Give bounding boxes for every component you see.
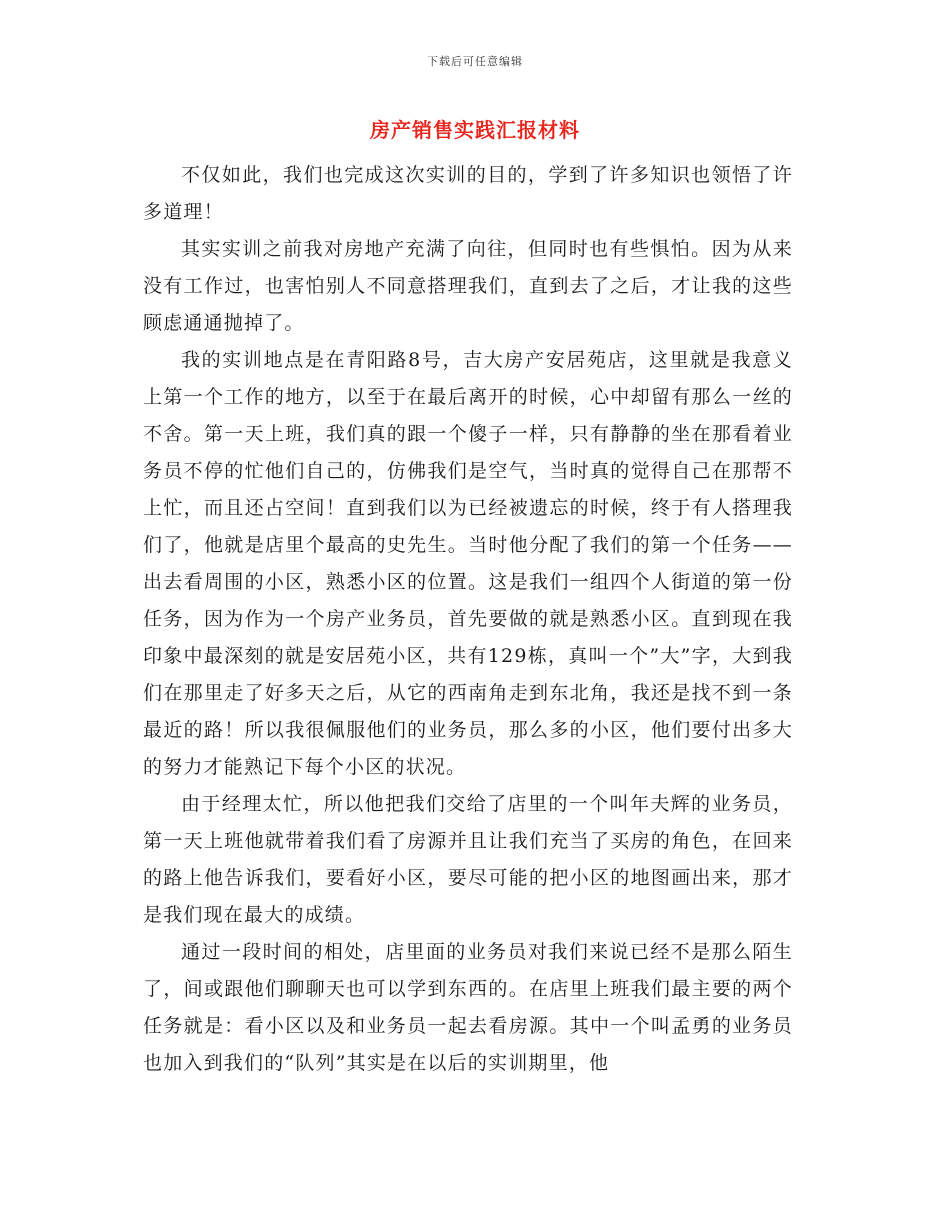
paragraph-4: 由于经理太忙，所以他把我们交给了店里的一个叫年夫辉的业务员，第一天上班他就带着我们看了房源并且让我们充当了买房的角色，在回来的路上他告诉我们，要看好小区，要尽可能的把小区的地图画出来，那才是我们现在最大的成绩。 xyxy=(143,793,793,926)
paragraph-1: 不仅如此，我们也完成这次实训的目的，学到了许多知识也领悟了许多道理！ xyxy=(143,164,793,223)
header-note: 下载后可任意编辑 xyxy=(427,55,523,68)
paragraph-5: 通过一段时间的相处，店里面的业务员对我们来说已经不是那么陌生了，间或跟他们聊聊天也可以学到东西的。在店里上班我们最主要的两个任务就是：看小区以及和业务员一起去看房源。其中一个叫孟勇的业务员也加入到我们的“队列”其实是在以后的实训期里，他 xyxy=(143,941,793,1074)
paragraph-3: 我的实训地点是在青阳路8号，吉大房产安居苑店，这里就是我意义上第一个工作的地方，以至于在最后离开的时候，心中却留有那么一丝的不舍。第一天上班，我们真的跟一个傻子一样，只有静静的坐在那看着业务员不停的忙他们自己的，仿佛我们是空气，当时真的觉得自己在那帮不上忙，而且还占空间！直到我们以为已经被遗忘的时候，终于有人搭理我们了，他就是店里个最高的史先生。当时他分配了我们的第一个任务——出去看周围的小区，熟悉小区的位置。这是我们一组四个人街道的第一份任务，因为作为一个房产业务员，首先要做的就是熟悉小区。直到现在我印象中最深刻的就是安居苑小区，共有129栋，真叫一个”大”字，大到我们在那里走了好多天之后，从它的西南角走到东北角，我还是找不到一条最近的路！所以我很佩服他们的业务员，那么多的小区，他们要付出多大的努力才能熟记下每个小区的状况。 xyxy=(143,349,793,778)
paragraph-2: 其实实训之前我对房地产充满了向往，但同时也有些惧怕。因为从来没有工作过，也害怕别人不同意搭理我们，直到去了之后，才让我的这些顾虑通通抛掉了。 xyxy=(143,238,793,334)
document-body xyxy=(143,157,793,1082)
document-title: 房产销售实践汇报材料 xyxy=(370,118,580,142)
